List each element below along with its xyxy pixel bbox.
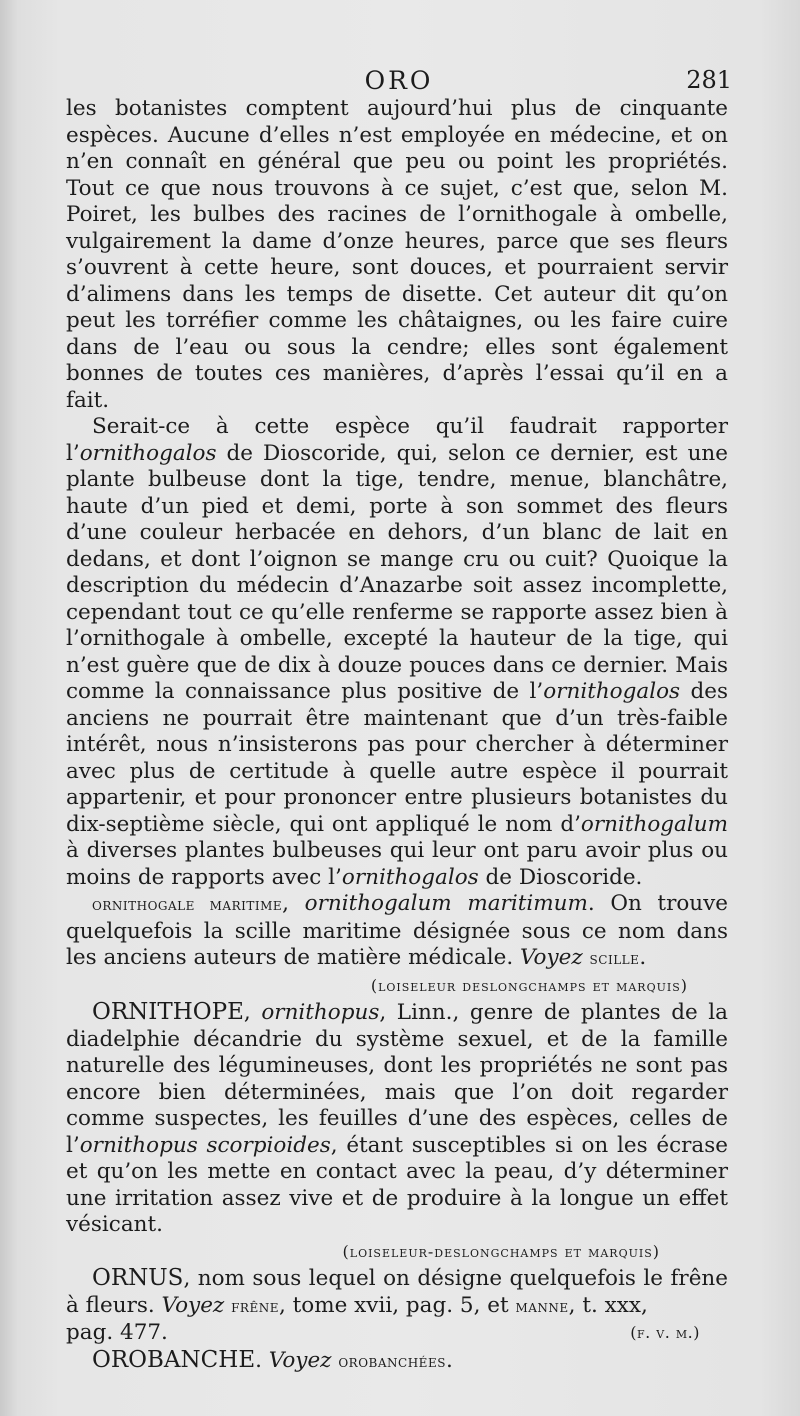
text-run: des anciens ne pourrait être maintenant que d’un très-faible intérêt, nous n’insisterons pas pour chercher à déterminer avec plus de certitude à quelle autre espèce il pourrait appartenir, et pour prononcer entre plusieurs botanistes du dix-septième siècle, qui ont appliqué le nom d’ [66,679,728,837]
cross-reference-label: Voyez [268,1347,332,1373]
author-signature: (f. v. m.) [630,1323,700,1342]
italic-term: ornithogalos [543,679,681,704]
text-run: pag. 477. [66,1320,168,1345]
text-run: . [639,945,647,970]
text-run: à diverses plantes bulbeuses qui leur ont paru avoir plus ou moins de rapports avec l’ [66,838,728,890]
author-signature: (loiseleur deslongchamps et marquis) [370,975,688,995]
text-run: , étant susceptibles si on les écrase et qu’on les mette en contact avec la peau, d’y déterminer une irritation assez vive et de produire à la longue un effet vésicant. [66,1132,728,1237]
text-run: , [243,1000,262,1025]
cross-reference: scille [589,949,640,969]
entry-head: ornithogale maritime [92,895,283,915]
entry-head: ORNUS [92,1265,184,1291]
text-run: . [255,1347,269,1373]
text-run: , [282,891,305,916]
text-run: Serait-ce à cette espèce qu’il faudrait rapporter l’ [66,414,728,466]
italic-term: ornithogalos [341,864,479,890]
text-run: , Linn., genre de plantes de la diadelphie décandrie du système sexuel, et de la famille naturelle des légumineuses, dont les propriétés ne sont pas encore bien déterminées, mais que l’on doit regarder comme suspectes, les feuilles d’une des espèces, celles de l’ [66,1000,729,1158]
article-body [66,96,728,1375]
cross-reference-label: Voyez [520,945,583,970]
paragraph-dioscoride [66,414,728,891]
entry-head: OROBANCHE [92,1346,256,1373]
italic-term: ornithogalum maritimum [304,891,588,916]
entry-orobanche [66,1347,728,1376]
italic-term: ornithopus scorpioides [79,1132,331,1158]
text-run: , tome xvii, pag. 5, et [278,1292,516,1318]
italic-term: ornithogalum [580,811,728,837]
entry-ornithope [66,999,728,1239]
text-run: , nom sous lequel on désigne quelquefois le frêne à fleurs. [66,1266,728,1318]
text-run: . On trouve quelquefois la scille maritime désignée sous ce nom dans les anciens auteurs de matière médicale. [66,891,729,970]
italic-term: ornithogalos [79,440,217,466]
text-run: , t. xxx, [568,1292,648,1318]
entry-ornus [66,1265,728,1320]
entry-ornithogale-maritime [66,891,728,973]
page-number: 281 [686,66,732,94]
text-run: . [445,1347,453,1373]
cross-reference: manne [515,1296,569,1317]
cross-reference: frêne [231,1296,279,1317]
entry-head: ORNITHOPE [92,999,244,1025]
text-run [583,945,590,970]
italic-term: ornithopus [261,1000,380,1025]
author-signature: (loiseleur-deslongchamps et marquis) [342,1241,660,1261]
cross-reference: orobanchées [338,1351,446,1372]
running-header [66,66,732,100]
cross-reference-label: Voyez [161,1292,225,1318]
entry-ornus-last-line [66,1320,728,1347]
text-run: de Dioscoride. [478,864,643,890]
running-title: ORO [364,66,434,95]
paragraph-continuation: les botanistes comptent aujourd’hui plus de cinquante espèces. Aucune d’elles n’est employée en médecine, et on n’en connaît en général que peu ou point les propriétés. Tout ce que nous trouvons à ce sujet, c’est que, selon M. Poiret, les bulbes des racines de l’ornithogale à ombelle, vulgairement la dame d’onze heures, parce que ses fleurs s’ouvrent à cette heure, sont douces, et pourraient servir d’alimens dans les temps de disette. Cet auteur dit qu’on peut les torréfier comme les châtaignes, ou les faire cuire dans de l’eau ou sous la cendre; elles sont également bonnes de toutes ces manières, d’après l’essai qu’il en a fait. [66,96,728,413]
text-run: de Dioscoride, qui, selon ce dernier, est une plante bulbeuse dont la tige, tendre, menue, blanchâtre, haute d’un pied et demi, porte à son sommet des fleurs d’une couleur herbacée en dehors, d’un blanc de lait en dedans, et dont l’oignon se mange cru ou cuit? Quoique la description du médecin d’Anazarbe soit assez incomplette, cependant tout ce qu’elle renferme se rapporte assez bien à l’ornithogale à ombelle, excepté la hauteur de la tige, qui n’est guère que de dix à douze pouces dans ce dernier. Mais comme la connaissance plus positive de l’ [66,440,728,704]
